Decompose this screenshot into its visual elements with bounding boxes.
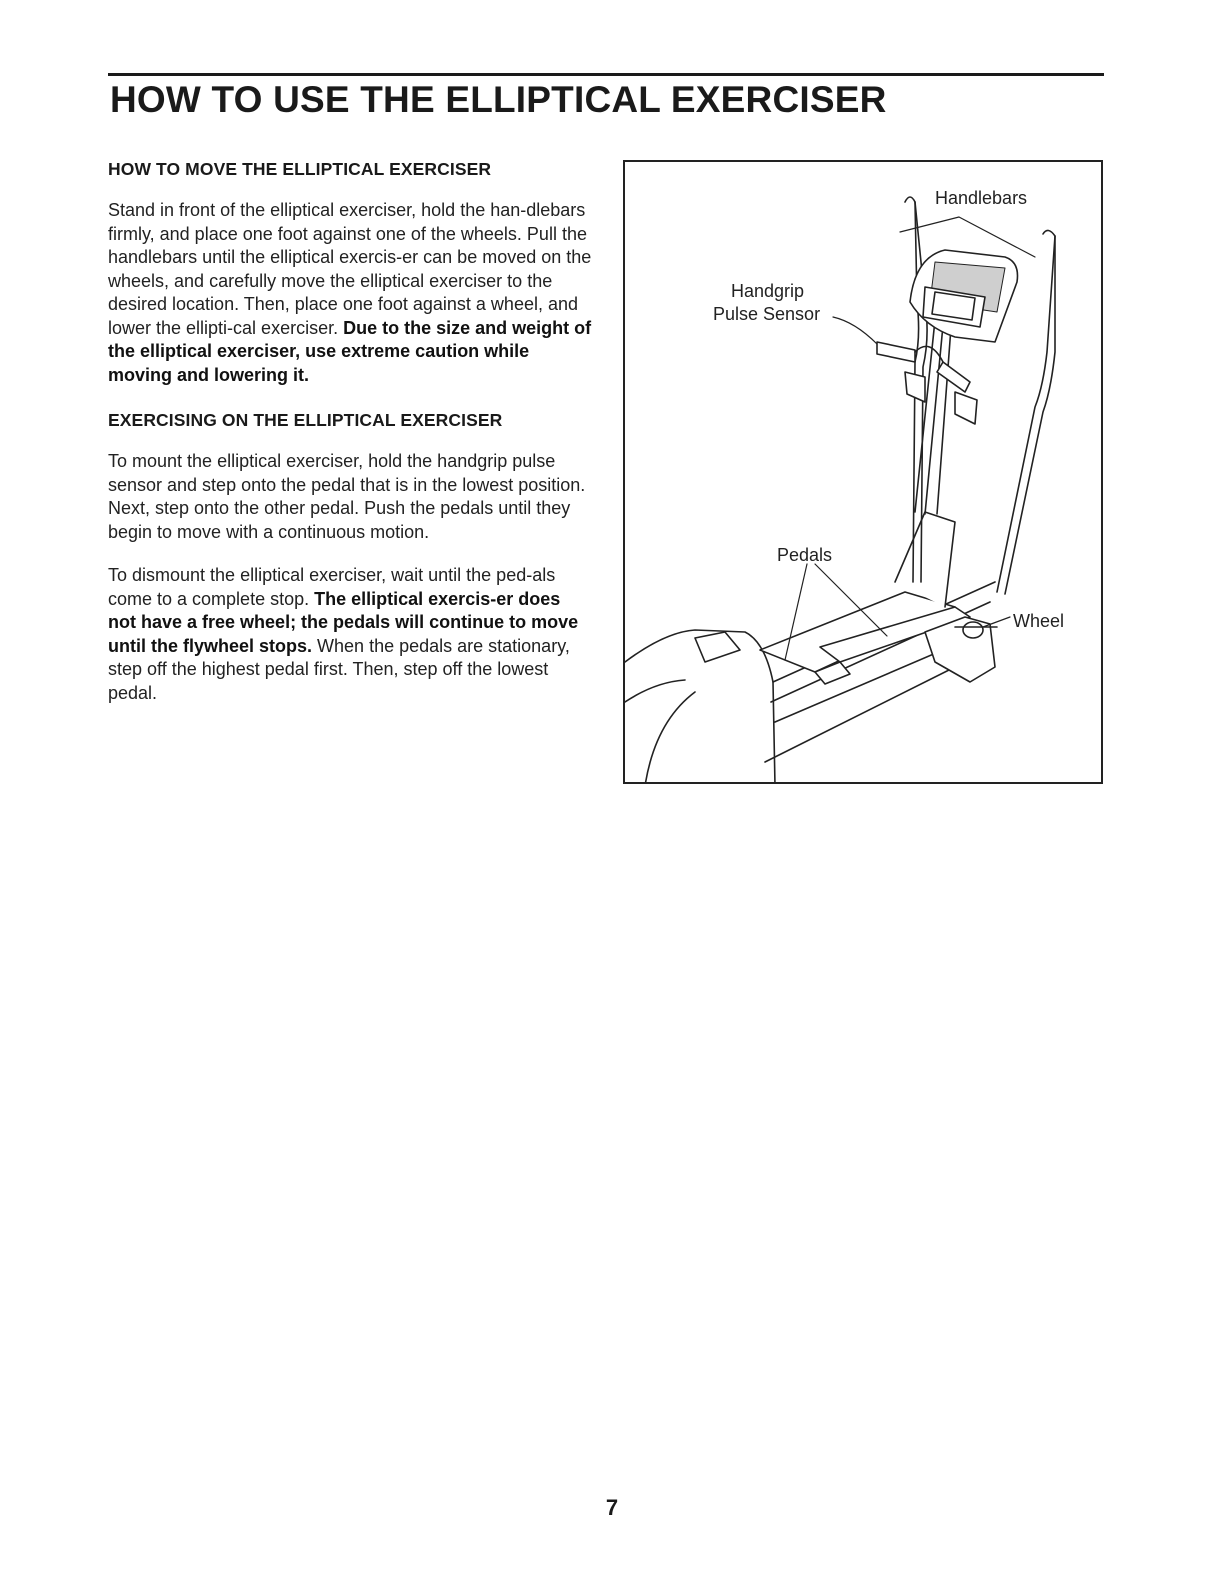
page-title: HOW TO USE THE ELLIPTICAL EXERCISER	[110, 79, 887, 120]
section-heading-move: HOW TO MOVE THE ELLIPTICAL EXERCISER	[108, 159, 492, 179]
section-heading-exercising: EXERCISING ON THE ELLIPTICAL EXERCISER	[108, 410, 503, 430]
label-pedals: Pedals	[777, 545, 833, 565]
dismount-paragraph-text: To dismount the elliptical exerciser, wait until the ped-als come to a complete stop.	[108, 565, 556, 609]
mount-paragraph-text: To mount the elliptical exerciser, hold the handgrip pulse sensor and step onto the pedal that is in the lowest position. Next, step onto the other pedal. Push the pedals until they begin to move with a continuous motion.	[108, 451, 586, 542]
mount-paragraph	[108, 450, 593, 544]
label-pulse-sensor: Pulse Sensor	[713, 304, 821, 324]
dismount-warning-text: The elliptical exercis-er does not have a free wheel; the pedals will continue to move until the flywheel stops.	[108, 588, 579, 656]
move-paragraph	[108, 199, 593, 387]
page-number: 7	[605, 1495, 619, 1520]
move-paragraph-text: Stand in front of the elliptical exerciser, hold the han-dlebars firmly, and place one foot against one of the wheels. Pull the handlebars until the elliptical exercis-er can be moved on the wheels, and carefully move the elliptical exerciser to the desired location. Then, place one foot against a wheel, and lower the ellipti-cal exerciser.	[108, 200, 592, 338]
move-caution-text: Due to the size and weight of the elliptical exerciser, use extreme caution while moving and lowering it.	[108, 317, 592, 385]
title-rule	[108, 73, 1104, 76]
label-handlebars: Handlebars	[935, 188, 1028, 208]
dismount-paragraph	[108, 564, 593, 705]
elliptical-drawing	[625, 162, 1103, 784]
label-handgrip: Handgrip	[731, 281, 805, 301]
dismount-paragraph-tail: When the pedals are stationary, step off the highest pedal first. Then, step off the lowest pedal.	[108, 635, 570, 703]
text-column	[108, 158, 593, 705]
elliptical-illustration	[623, 160, 1103, 784]
label-wheel: Wheel	[1013, 611, 1065, 631]
